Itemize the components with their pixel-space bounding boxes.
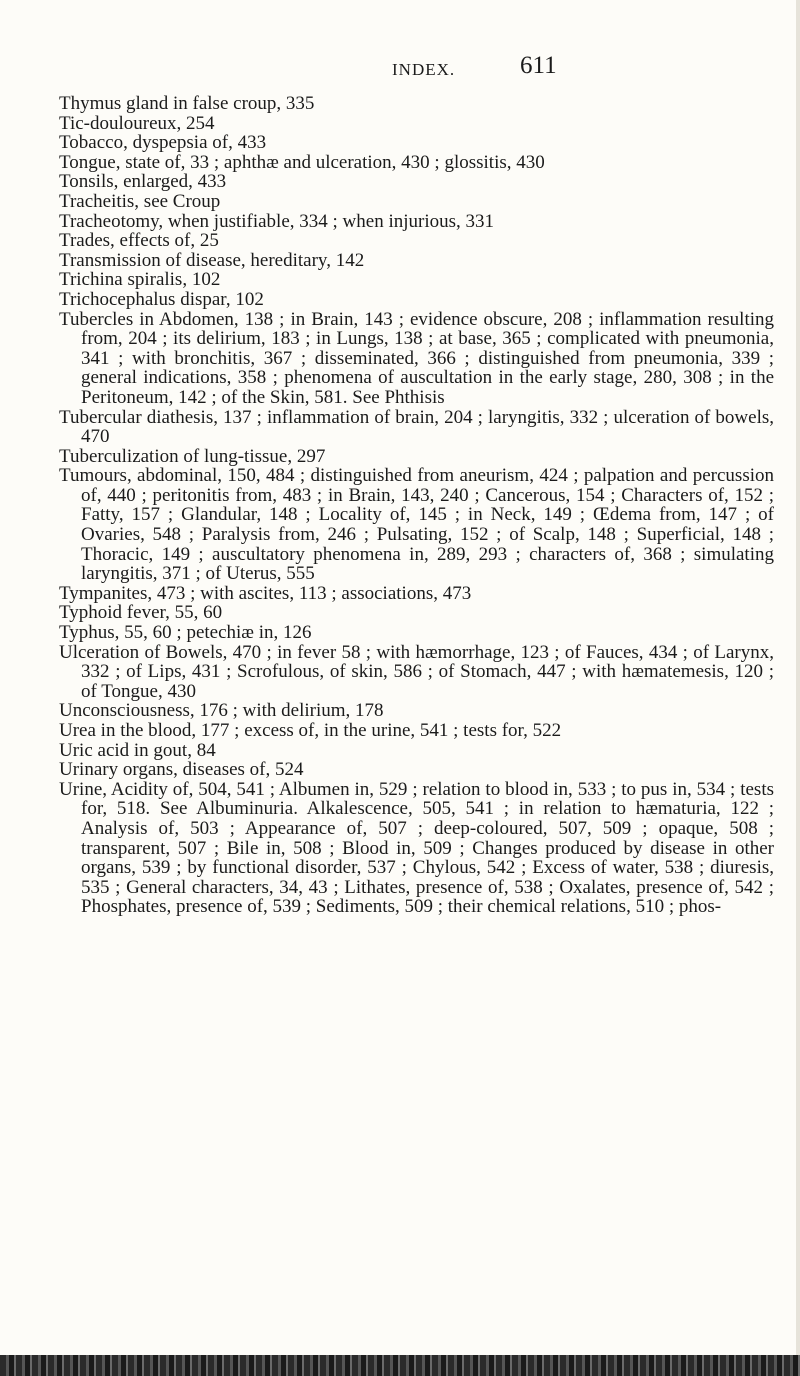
index-entries (59, 94, 774, 917)
index-entry: Unconsciousness, 176 ; with delirium, 178 (59, 700, 384, 722)
scan-border (0, 1355, 800, 1376)
index-entry: Ulceration of Bowels, 470 ; in fever 58 ; with hæmorrhage, 123 ; of Fauces, 434 ; of Larynx, 332 ; of Lips, 431 ; Scrofulous, of skin, 586 ; of Stomach, 447 ; with hæmatemesis, 120 ; of Tongue, 430 (59, 641, 774, 702)
index-entry: Tracheitis, see Croup (59, 190, 221, 212)
index-entry: Tonsils, enlarged, 433 (59, 171, 227, 193)
index-entry: Tobacco, dyspepsia of, 433 (59, 132, 267, 154)
index-entry: Trichocephalus dispar, 102 (59, 288, 264, 310)
index-entry: Thymus gland in false croup, 335 (59, 93, 315, 114)
index-entry: Trichina spiralis, 102 (59, 269, 221, 291)
index-entry: Tubercular diathesis, 137 ; inflammation of brain, 204 ; laryngitis, 332 ; ulceration of bowels, 470 (59, 406, 774, 448)
index-entry: Tubercles in Abdomen, 138 ; in Brain, 143 ; evidence obscure, 208 ; inflammation resulting from, 204 ; its delirium, 183 ; in Lungs, 138 ; at base, 365 ; complicated with pneumonia, 341 ; with bronchitis, 367 ; disseminated, 366 ; distinguished from pneumonia, 339 ; general indications, 358 ; phenomena of auscultation in the early stage, 280, 308 ; in the Peritoneum, 142 ; of the Skin, 581. See Phthisis (59, 308, 774, 408)
index-entry: Tracheotomy, when justifiable, 334 ; when injurious, 331 (59, 210, 495, 232)
index-entry: Tumours, abdominal, 150, 484 ; distinguished from aneurism, 424 ; palpation and percussion of, 440 ; peritonitis from, 483 ; in Brain, 143, 240 ; Cancerous, 154 ; Characters of, 152 ; Fatty, 157 ; Glandular, 148 ; Locality of, 145 ; in Neck, 149 ; Œdema from, 147 ; of Ovaries, 548 ; Paralysis from, 246 ; Pulsating, 152 ; of Scalp, 148 ; Superficial, 148 ; Thoracic, 149 ; auscultatory phenomena in, 289, 293 ; characters of, 368 ; simulating laryngitis, 371 ; of Uterus, 555 (59, 465, 774, 585)
index-entry: Trades, effects of, 25 (59, 230, 219, 252)
index-entry: Tympanites, 473 ; with ascites, 113 ; associations, 473 (59, 582, 472, 604)
index-entry: Urea in the blood, 177 ; excess of, in the urine, 541 ; tests for, 522 (59, 720, 562, 741)
running-head: INDEX. (392, 60, 456, 79)
page-number: 611 (520, 52, 557, 79)
index-entry: Urine, Acidity of, 504, 541 ; Albumen in, 529 ; relation to blood in, 533 ; to pus in, 534 ; tests for, 518. See Albuminuria. Alkalescence, 505, 541 ; in relation to hæmaturia, 122 ; Analysis of, 503 ; Appearance of, 507 ; deep-coloured, 507, 509 ; opaque, 508 ; transparent, 507 ; Bile in, 508 ; Blood in, 509 ; Changes produced by disease in other organs, 539 ; by functional disorder, 537 ; Chylous, 542 ; Excess of water, 538 ; diuresis, 535 ; General characters, 34, 43 ; Lithates, presence of, 538 ; Oxalates, presence of, 542 ; Phosphates, presence of, 539 ; Sediments, 509 ; their chemical relations, 510 ; phos- (59, 778, 774, 918)
index-entry: Urinary organs, diseases of, 524 (59, 759, 304, 781)
index-entry: Tongue, state of, 33 ; aphthæ and ulceration, 430 ; glossitis, 430 (59, 151, 545, 173)
index-entry: Transmission of disease, hereditary, 142 (59, 249, 365, 271)
index-entry: Tuberculization of lung-tissue, 297 (59, 445, 326, 467)
index-entry: Tic-douloureux, 254 (59, 112, 215, 134)
index-entry: Uric acid in gout, 84 (59, 739, 216, 761)
index-entry: Typhus, 55, 60 ; petechiæ in, 126 (59, 622, 312, 644)
index-entry: Typhoid fever, 55, 60 (59, 602, 223, 624)
page-edge (796, 0, 800, 1376)
page-header (0, 50, 800, 84)
